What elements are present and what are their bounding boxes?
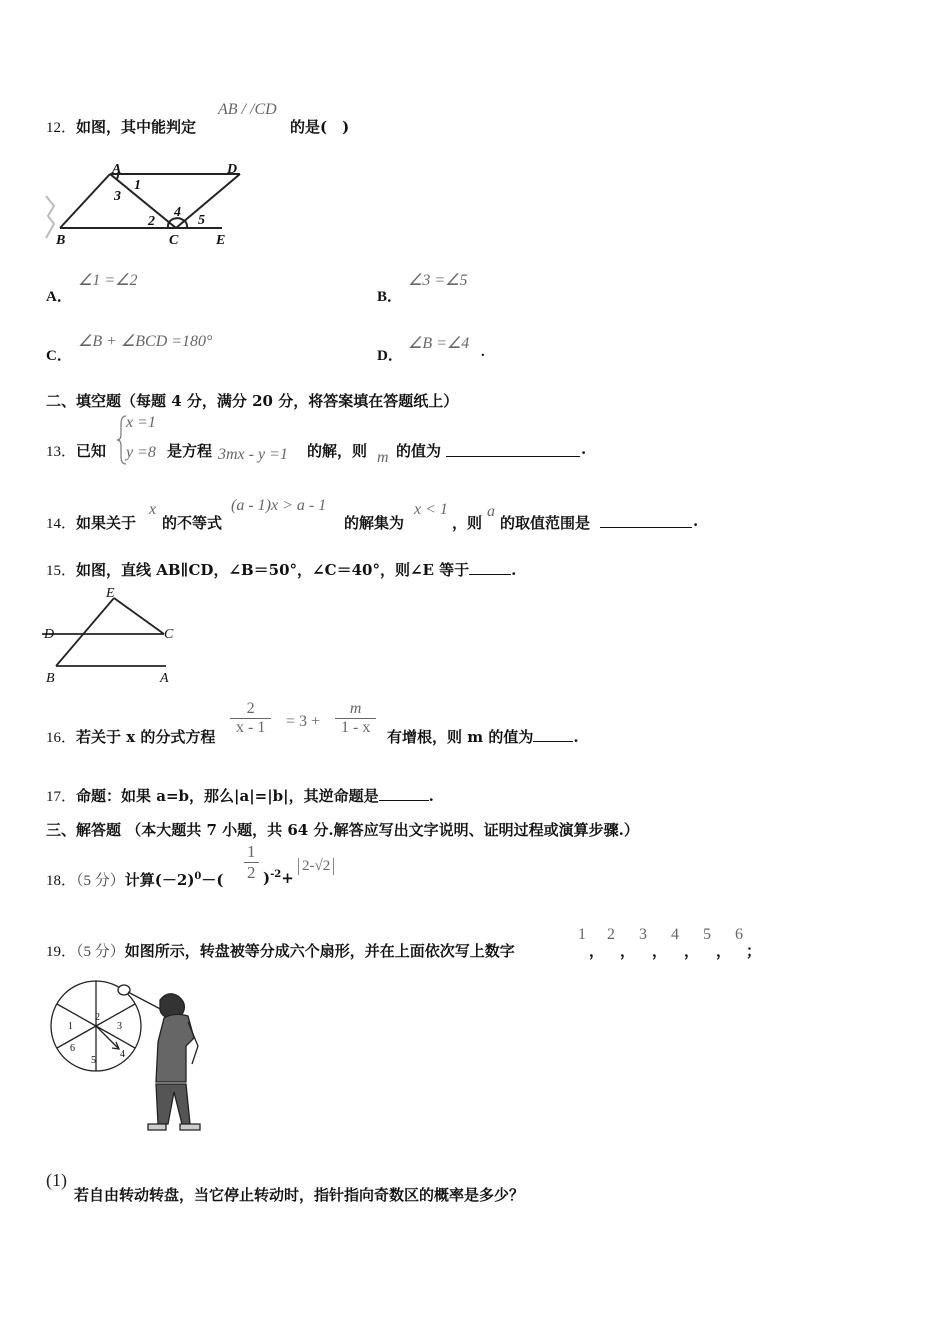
line-ab bbox=[60, 174, 110, 228]
q19-figure bbox=[48, 978, 218, 1140]
q18-t2: －( bbox=[201, 871, 224, 889]
q14-var-x: x bbox=[149, 501, 157, 518]
q12-suffix: 的是( ) bbox=[290, 118, 350, 136]
label-e: E bbox=[106, 586, 115, 601]
q14-answer-blank bbox=[600, 527, 692, 528]
q13-system-line1: x =1 bbox=[126, 414, 156, 431]
q19-end: ； bbox=[746, 942, 762, 960]
option-d-label: D． bbox=[377, 348, 403, 364]
q19-sep-1: ， bbox=[589, 942, 605, 960]
q16-answer-blank bbox=[533, 741, 573, 742]
option-c-label: C． bbox=[46, 348, 72, 364]
q17-end: . bbox=[428, 787, 434, 805]
q17-stem bbox=[46, 785, 434, 806]
label-b: B bbox=[56, 233, 66, 248]
q19-digit-1: 1 bbox=[578, 926, 586, 943]
q18-plus: + bbox=[281, 869, 294, 887]
q16-f1-numerator: 2 bbox=[230, 700, 271, 719]
q14-var-a: a bbox=[487, 503, 495, 520]
option-d-end: . bbox=[481, 344, 485, 360]
q16-f2-denominator: 1 - x bbox=[341, 719, 371, 736]
q18-score: （5 分） bbox=[76, 873, 125, 889]
q16-fraction-2 bbox=[335, 700, 376, 737]
line-be bbox=[56, 598, 114, 666]
q12-stem bbox=[46, 116, 196, 137]
wheel-label-2: 2 bbox=[95, 1012, 100, 1023]
q19-text: 如图所示，转盘被等分成六个扇形，并在上面依次写上数字 bbox=[124, 942, 515, 960]
wheel-label-6: 6 bbox=[70, 1043, 75, 1054]
q19-digit-4: 4 bbox=[671, 926, 679, 943]
wheel-label-5: 5 bbox=[91, 1055, 96, 1066]
q14-t2: 的不等式 bbox=[162, 514, 223, 532]
q12-prefix: 如图，其中能判定 bbox=[76, 118, 197, 136]
q19-score: （5 分） bbox=[76, 944, 125, 960]
option-b-label: B． bbox=[377, 289, 403, 305]
q12-formula: AB / /CD bbox=[218, 101, 277, 118]
q13-number: 13． bbox=[46, 444, 77, 460]
q18-exp0: 0 bbox=[194, 871, 202, 882]
q17-answer-blank bbox=[379, 800, 429, 801]
option-a-label: A． bbox=[46, 289, 72, 305]
wheel-label-3: 3 bbox=[117, 1021, 122, 1032]
label-5: 5 bbox=[198, 213, 205, 228]
q18-tail bbox=[263, 869, 294, 887]
wheel-label-1: 1 bbox=[68, 1021, 73, 1032]
q15-answer-blank bbox=[469, 574, 511, 575]
q13-var-m: m bbox=[377, 449, 389, 466]
q19-stem bbox=[46, 940, 515, 961]
option-d-expr: ∠B =∠4 bbox=[408, 335, 470, 352]
q14-t5: 的取值范围是 bbox=[500, 514, 591, 532]
label-1: 1 bbox=[134, 178, 141, 193]
q16-f2-numerator: m bbox=[335, 700, 376, 719]
q13-t3: 的解，则 bbox=[307, 442, 368, 460]
q16-fraction-1 bbox=[230, 700, 271, 737]
q18-abs-expr: 2-√2 bbox=[298, 858, 334, 875]
q15-figure bbox=[42, 584, 182, 688]
option-b-expr: ∠3 =∠5 bbox=[408, 272, 468, 289]
label-c: C bbox=[164, 627, 174, 642]
q19-digit-5: 5 bbox=[703, 926, 711, 943]
q14-stem-start bbox=[46, 512, 136, 533]
q19-sep-4: ， bbox=[684, 942, 700, 960]
q13-equation: 3mx - y =1 bbox=[218, 446, 288, 463]
q16-t2-line bbox=[387, 726, 579, 747]
q13-t2: 是方程 bbox=[167, 442, 213, 460]
q15-text: 如图，直线 AB∥CD，∠B＝50°，∠C＝40°，则∠E 等于 bbox=[76, 561, 470, 579]
q18-f-numerator: 1 bbox=[244, 842, 259, 863]
label-d: D bbox=[44, 627, 55, 642]
wheel-label-4: 4 bbox=[120, 1049, 125, 1060]
q16-t1: 若关于 x 的分式方程 bbox=[76, 728, 216, 746]
q18-t1: 计算(－2) bbox=[124, 871, 195, 889]
q19-part1-text: 若自由转动转盘，当它停止转动时，指针指向奇数区的概率是多少？ bbox=[74, 1186, 525, 1204]
label-4: 4 bbox=[174, 205, 181, 220]
q12-number: 12． bbox=[46, 120, 77, 136]
q16-mid: = 3 + bbox=[286, 713, 321, 730]
q16-t2: 有增根，则 m 的值为 bbox=[387, 728, 534, 746]
q14-inequality: (a - 1)x > a - 1 bbox=[231, 497, 327, 514]
q18-t3: ) bbox=[263, 869, 271, 887]
label-e: E bbox=[216, 233, 226, 248]
q14-number: 14． bbox=[46, 516, 77, 532]
option-c-expr: ∠B + ∠BCD =180° bbox=[78, 333, 213, 350]
q14-t1: 如果关于 bbox=[76, 514, 137, 532]
label-d: D bbox=[227, 162, 238, 177]
option-a-expr: ∠1 =∠2 bbox=[78, 272, 138, 289]
q16-stem-start bbox=[46, 726, 215, 747]
section-3-heading: 三、解答题 （本大题共 7 小题，共 64 分.解答应写出文字说明、证明过程或演算步骤.） bbox=[46, 821, 639, 839]
q19-digit-2: 2 bbox=[607, 926, 615, 943]
q18-exp2: -2 bbox=[270, 869, 282, 880]
label-3: 3 bbox=[114, 189, 121, 204]
q18-f-denominator: 2 bbox=[247, 863, 256, 882]
q17-number: 17． bbox=[46, 789, 77, 805]
q19-sep-3: ， bbox=[652, 942, 668, 960]
section-2-heading: 二、填空题（每题 4 分，满分 20 分，将答案填在答题纸上） bbox=[46, 392, 459, 410]
q17-text: 命题：如果 a=b，那么|a|=|b|，其逆命题是 bbox=[76, 787, 379, 805]
q15-stem bbox=[46, 559, 516, 580]
q14-t3: 的解集为 bbox=[344, 514, 405, 532]
q19-sep-2: ， bbox=[620, 942, 636, 960]
q19-number: 19． bbox=[46, 944, 77, 960]
q19-digit-3: 3 bbox=[639, 926, 647, 943]
q18-number: 18． bbox=[46, 873, 77, 889]
label-c: C bbox=[169, 233, 179, 248]
q19-digit-6: 6 bbox=[735, 926, 743, 943]
q18-fraction bbox=[244, 842, 259, 883]
q12-figure bbox=[44, 158, 264, 250]
label-2: 2 bbox=[148, 214, 155, 229]
q15-end: . bbox=[511, 561, 517, 579]
q14-solution: x < 1 bbox=[414, 501, 448, 518]
q19-sep-5: ， bbox=[716, 942, 732, 960]
q16-end: . bbox=[573, 728, 579, 746]
line-ec bbox=[114, 598, 164, 634]
label-b: B bbox=[46, 671, 55, 686]
q16-f1-denominator: x - 1 bbox=[236, 719, 266, 736]
q15-number: 15． bbox=[46, 563, 77, 579]
q16-number: 16． bbox=[46, 730, 77, 746]
q19-part1-label: (1) bbox=[46, 1170, 67, 1190]
q13-system-line2: y =8 bbox=[126, 444, 156, 461]
label-a: A bbox=[112, 162, 122, 177]
line-dc bbox=[176, 174, 240, 228]
q13-answer-blank bbox=[446, 456, 580, 457]
q13-t1: 已知 bbox=[76, 442, 107, 460]
label-a: A bbox=[160, 671, 169, 686]
q13-end: . bbox=[581, 440, 587, 458]
q13-stem-start bbox=[46, 440, 106, 461]
q14-end: . bbox=[693, 512, 699, 530]
q18-stem bbox=[46, 869, 224, 890]
q13-t4: 的值为 bbox=[396, 442, 442, 460]
q14-t4: ，则 bbox=[452, 514, 483, 532]
